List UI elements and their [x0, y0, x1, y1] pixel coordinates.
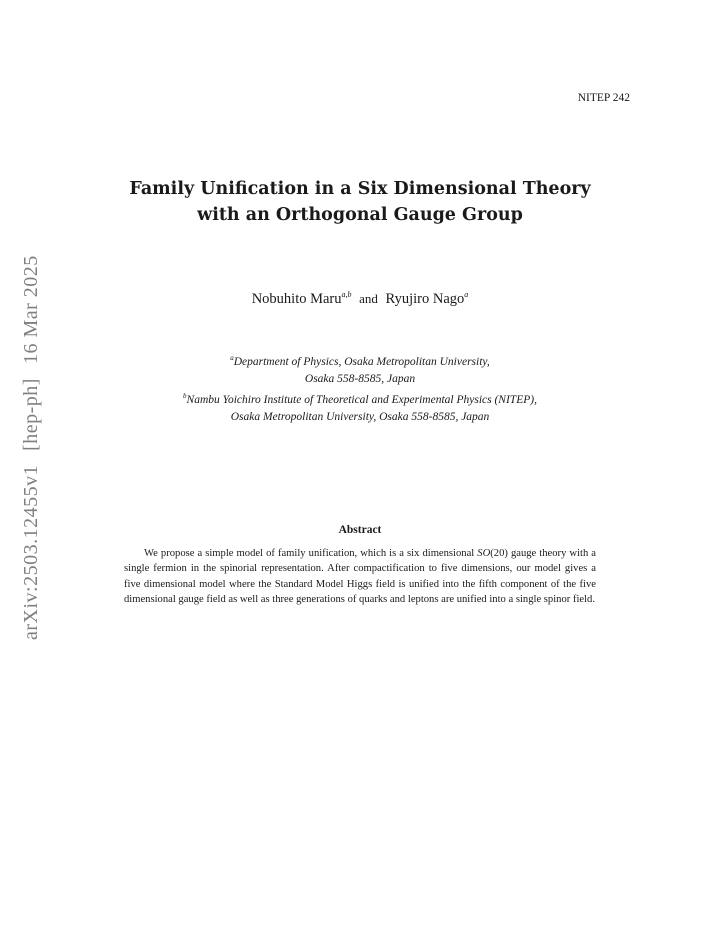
abstract-heading: Abstract [338, 524, 382, 536]
arxiv-date: 16 Mar 2025 [20, 255, 42, 365]
affiliation-a-mark: a [230, 354, 234, 362]
affiliation-b-line-1 [90, 388, 630, 409]
paper-title [90, 176, 630, 228]
affiliation-a-line-1 [90, 350, 630, 371]
affiliations [90, 350, 630, 426]
author-list [90, 290, 630, 308]
affiliation-a-text: Department of Physics, Osaka Metropolitan University, [233, 355, 490, 368]
affiliation-b-text: Nambu Yoichiro Institute of Theoretical and Experimental Physics (NITEP), [186, 393, 537, 406]
arxiv-category: [hep-ph] [20, 378, 42, 451]
report-number: NITEP 242 [577, 92, 630, 104]
author-1-affiliation-mark: a,b [341, 290, 352, 299]
author-2-affiliation-mark: a [464, 290, 469, 299]
affiliation-b-mark: b [183, 391, 187, 400]
arxiv-id: arXiv:2503.12455v1 [20, 464, 42, 640]
author-2: Ryujiro Nago [385, 290, 465, 307]
title-line-2: with an Orthogonal Gauge Group [197, 205, 523, 225]
arxiv-stamp [20, 241, 43, 640]
author-1: Nobuhito Maru [251, 290, 342, 307]
affiliation-a-line-2: Osaka 558-8585, Japan [304, 372, 416, 385]
abstract-math-arg: (20) [490, 548, 508, 559]
abstract-math-group: SO [477, 548, 491, 559]
abstract-text-start: We propose a simple model of family unification, which is a six dimensional [144, 548, 478, 559]
abstract-body [124, 546, 596, 608]
affiliation-b-line-2: Osaka Metropolitan University, Osaka 558-8585, Japan [230, 410, 490, 423]
author-conjunction: and [359, 290, 378, 306]
title-line-1: Family Unification in a Six Dimensional Theory [129, 179, 591, 199]
abstract-text-end: gauge theory with a single fermion in the spinorial representation. After compactification to five dimensions, our model gives a five dimensional model where the Standard Model Higgs field is unified into the fifth component of the five dimensional gauge field as well as three generations of quarks and leptons are unified into a single spinor field. [124, 548, 596, 606]
